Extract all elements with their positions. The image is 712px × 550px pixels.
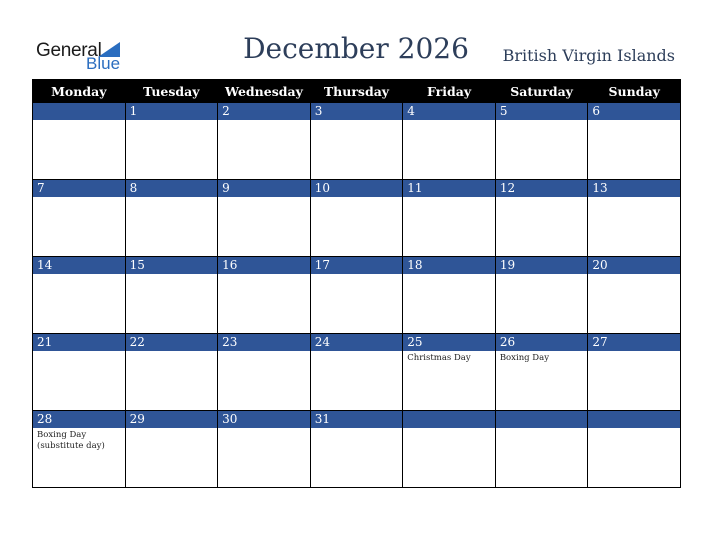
day-cell[interactable]	[588, 334, 681, 411]
day-number: 20	[588, 257, 680, 274]
day-events	[311, 197, 403, 201]
weekday-header: Saturday	[495, 80, 588, 103]
day-events	[33, 120, 125, 124]
day-events	[126, 428, 218, 432]
weekday-header: Tuesday	[125, 80, 218, 103]
day-cell[interactable]	[218, 257, 311, 334]
day-events	[496, 197, 588, 201]
day-events	[588, 274, 680, 278]
week-row	[33, 103, 681, 180]
weekday-header: Wednesday	[218, 80, 311, 103]
day-cell[interactable]	[310, 411, 403, 488]
day-number: 21	[33, 334, 125, 351]
day-cell[interactable]	[588, 257, 681, 334]
day-events	[403, 197, 495, 201]
day-cell[interactable]	[495, 257, 588, 334]
day-cell[interactable]	[310, 257, 403, 334]
day-events	[126, 351, 218, 355]
day-cell[interactable]	[310, 180, 403, 257]
page-title: December 2026	[243, 32, 469, 65]
day-cell[interactable]	[310, 334, 403, 411]
day-number: 18	[403, 257, 495, 274]
week-row	[33, 180, 681, 257]
day-cell[interactable]	[33, 411, 126, 488]
day-events	[33, 351, 125, 355]
day-cell[interactable]	[495, 334, 588, 411]
logo-text-blue: Blue	[86, 54, 121, 73]
day-events	[126, 274, 218, 278]
day-number: 28	[33, 411, 125, 428]
day-events	[588, 351, 680, 355]
day-cell[interactable]	[495, 411, 588, 488]
day-number: 6	[588, 103, 680, 120]
day-number: 25	[403, 334, 495, 351]
day-number: 11	[403, 180, 495, 197]
week-row	[33, 334, 681, 411]
day-number: 9	[218, 180, 310, 197]
day-number: 8	[126, 180, 218, 197]
day-number: 29	[126, 411, 218, 428]
day-number: 23	[218, 334, 310, 351]
logo-text-general: General	[36, 40, 102, 61]
day-cell[interactable]	[125, 411, 218, 488]
day-number: 2	[218, 103, 310, 120]
day-number: 10	[311, 180, 403, 197]
day-cell[interactable]	[403, 411, 496, 488]
day-cell[interactable]	[403, 257, 496, 334]
day-number: 4	[403, 103, 495, 120]
day-events	[33, 274, 125, 278]
day-events	[496, 274, 588, 278]
day-events	[311, 351, 403, 355]
day-cell[interactable]	[588, 180, 681, 257]
day-events	[126, 197, 218, 201]
weekday-header: Thursday	[310, 80, 403, 103]
weekday-header: Friday	[403, 80, 496, 103]
day-events: Christmas Day	[407, 353, 471, 363]
day-cell[interactable]	[588, 411, 681, 488]
day-number	[33, 103, 125, 120]
day-cell[interactable]	[33, 334, 126, 411]
day-number: 5	[496, 103, 588, 120]
day-events	[311, 428, 403, 432]
day-cell[interactable]	[218, 180, 311, 257]
day-cell[interactable]	[125, 257, 218, 334]
weekday-header-row	[33, 80, 681, 103]
day-number	[496, 411, 588, 428]
day-number: 24	[311, 334, 403, 351]
day-events	[496, 428, 588, 432]
day-events	[218, 197, 310, 201]
day-number	[403, 411, 495, 428]
day-events	[311, 120, 403, 124]
day-number: 7	[33, 180, 125, 197]
day-number: 27	[588, 334, 680, 351]
day-events	[588, 197, 680, 201]
day-cell[interactable]	[588, 103, 681, 180]
day-cell[interactable]	[218, 103, 311, 180]
day-events	[311, 274, 403, 278]
day-cell[interactable]	[33, 180, 126, 257]
day-number: 14	[33, 257, 125, 274]
calendar-body	[33, 103, 681, 488]
day-events	[403, 120, 495, 124]
day-cell[interactable]	[403, 180, 496, 257]
day-cell[interactable]	[125, 103, 218, 180]
day-events	[588, 428, 680, 432]
day-number: 31	[311, 411, 403, 428]
region-name: British Virgin Islands	[502, 46, 675, 65]
day-events	[218, 120, 310, 124]
day-events	[218, 351, 310, 355]
day-events	[496, 120, 588, 124]
day-events: Boxing Day (substitute day)	[37, 430, 105, 451]
brand-logo	[36, 38, 126, 74]
week-row	[33, 257, 681, 334]
day-events	[403, 274, 495, 278]
day-events	[126, 120, 218, 124]
day-cell[interactable]	[218, 334, 311, 411]
day-number: 16	[218, 257, 310, 274]
day-number: 1	[126, 103, 218, 120]
weekday-header: Monday	[33, 80, 126, 103]
day-cell[interactable]	[33, 257, 126, 334]
calendar-grid	[32, 79, 681, 488]
day-cell[interactable]	[125, 334, 218, 411]
day-cell[interactable]	[495, 180, 588, 257]
day-number: 30	[218, 411, 310, 428]
day-number: 19	[496, 257, 588, 274]
day-events	[588, 120, 680, 124]
day-number: 15	[126, 257, 218, 274]
day-cell[interactable]	[218, 411, 311, 488]
weekday-header: Sunday	[588, 80, 681, 103]
day-events	[33, 197, 125, 201]
day-cell[interactable]	[403, 334, 496, 411]
day-events: Boxing Day	[499, 353, 549, 363]
day-number: 17	[311, 257, 403, 274]
week-row	[33, 411, 681, 488]
day-number: 22	[126, 334, 218, 351]
day-number: 26	[496, 334, 588, 351]
day-events	[218, 428, 310, 432]
day-number: 3	[311, 103, 403, 120]
day-events	[218, 274, 310, 278]
day-number	[588, 411, 680, 428]
day-cell[interactable]	[33, 103, 126, 180]
day-cell[interactable]	[403, 103, 496, 180]
day-cell[interactable]	[125, 180, 218, 257]
day-cell[interactable]	[310, 103, 403, 180]
day-events	[403, 428, 495, 432]
day-cell[interactable]	[495, 103, 588, 180]
day-number: 13	[588, 180, 680, 197]
day-number: 12	[496, 180, 588, 197]
